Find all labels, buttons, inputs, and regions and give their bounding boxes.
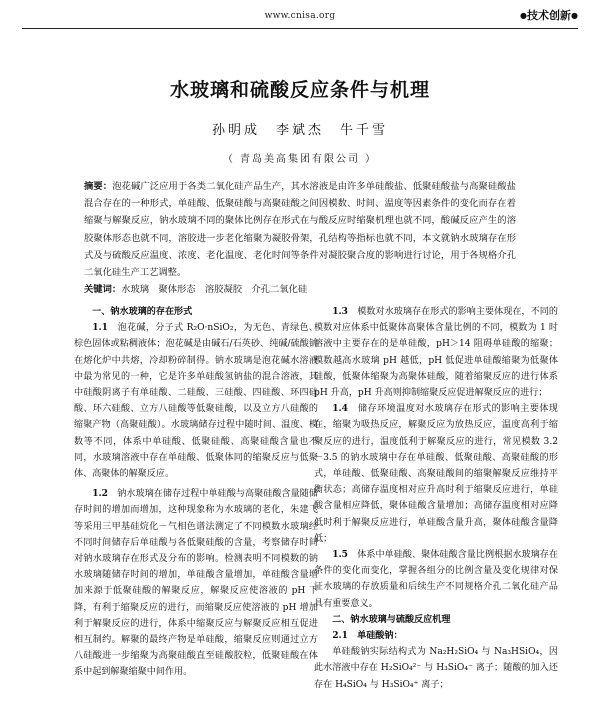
section-heading-1: 一、钠水玻璃的存在形式: [92, 307, 193, 317]
paragraph-1-3: [314, 304, 558, 401]
paragraph-text: 钠水玻璃在储存过程中单硅酸与高聚硅酸含量随储存时间的增加而增加，这种现象称为水玻璃的老化，朱建飞等采用三甲基硅烷化－气相色谱法测定了不同模数水玻璃经不同时间储存后单硅酸与各低聚硅酸的含量，考察储存时间对钠水玻璃存在形式及分布的影响。检测表明不同模数的钠水玻璃随储存时间的增加，单硅酸含量增加，单硅酸含量增加来源于低聚硅酸的解聚反应，解聚反应使溶液的 pH 下降，有利于缩聚反应的进行，而缩聚反应使溶液的 pH 增加利于解聚反应的进行，体系中缩聚反应与解聚反应相互促进相互制约。解聚的最终产物是单硅酸，缩聚反应则通过立方八硅酸进一步缩聚为高聚硅酸直至硅酸胶粒，低聚硅酸在体系中起到解聚缩聚中间作用。: [74, 489, 318, 678]
paragraph-1-4: [314, 401, 558, 547]
keywords: [84, 282, 516, 298]
keywords-label: 关键词：: [84, 284, 122, 295]
subsection-title: 单硅酸钠：: [357, 630, 403, 642]
affiliation: （ 青岛美高集团有限公司 ）: [222, 154, 378, 165]
section-heading-2: 二、钠水玻璃与硫酸反应机理: [332, 614, 451, 625]
para-number: 1.5: [332, 549, 358, 561]
abstract-text: 泡花碱广泛应用于各类二氧化硅产品生产，其水溶液是由许多单硅酸盐、低聚硅酸盐与高聚硅酸盐混合存在的一种形式，单硅酸、低聚硅酸与高聚硅酸之间因模数、时间、温度等因素条件的变化而存在着缩聚与解聚反应，钠水玻璃不同的聚体比例存在形式在与酸反应时缩聚机理也就不同，酸碱反应产生的溶胶聚体形态也就不同，溶胶进一步老化缩聚为凝胶骨架，孔结构等指标也就不同，本文就钠水玻璃存在形式及与硫酸反应温度、浓度、老化温度、老化时间等条件对凝胶聚合度的影响进行讨论，用于各规格介孔二氧化硅生产工艺调整。: [84, 181, 516, 279]
paragraph-2-1: 单硅酸钠实际结构式为 Na₂H₂SiO₄ 与 Na₃HSiO₄，因此水溶液中存在 H₂SiO₄²⁻ 与 H₃SiO₄⁻ 离子；随酸的加入还存在 H₄SiO₄ 与 H₃SiO₄⁺ 离子；: [314, 647, 558, 690]
right-column: [314, 304, 558, 693]
para-number: 1.2: [92, 488, 118, 500]
paragraph-1-5: [314, 547, 558, 612]
bullet-icon: ●: [520, 11, 528, 20]
abstract-label: 摘要：: [84, 181, 113, 192]
paper-title: 水玻璃和硫酸反应条件与机理: [169, 79, 430, 101]
para-number: 2.1: [332, 630, 358, 642]
paragraph-text: 储存环境温度对水玻璃存在形式的影响主要体现在，缩聚为吸热反应，解聚反应为放热反应，温度高利于缩聚反应的进行，温度低利于解聚反应的进行，常见模数 3.2－3.5 的钠水玻璃中存在单硅酸、低聚硅酸、高聚硅酸的形式，单硅酸、低聚硅酸、高聚硅酸间的缩聚解聚反应维持平衡状态；高储存温度相对应升高时利于缩聚反应进行，单硅酸含量相应降低，聚体硅酸含量增加；高储存温度相对应降低时利于解聚反应进行，单硅酸含量升高，聚体硅酸含量降低；: [314, 404, 558, 544]
para-number: 1.1: [92, 322, 118, 334]
para-number: 1.3: [332, 306, 358, 317]
paragraph-1-2: [74, 486, 318, 680]
paragraph-2-1-heading: [314, 628, 558, 644]
paragraph-text: 泡花碱，分子式 R₂O·nSiO₂，为无色、青绿色、棕色固体或粘稠液体；泡花碱是由碱石/石英砂、纯碱/硫酸钠在熔化炉中共熔，冷却粉碎制得。钠水玻璃是泡花碱水溶液中最为常见的一种，它是许多单硅酸氢钠盐的混合溶液，其中硅酸阴离子有单硅酸、二硅酸、三硅酸、四硅酸、环四硅酸、环六硅酸、立方八硅酸等低聚硅酸，以及立方八硅酸的缩聚产物（高聚硅酸）。水玻璃储存过程中随时间、温度、模数等不同，体系中单硅酸、低聚硅酸、高聚硅酸含量也不同，水玻璃溶液中存在单硅酸、低聚体同的缩聚反应与低聚体、高聚体的解聚反应。: [74, 323, 319, 480]
keywords-text: 水玻璃 聚体形态 溶胶凝胶 介孔二氧化硅: [121, 284, 308, 295]
section-tag: [520, 7, 578, 23]
para-number: 1.4: [332, 403, 359, 415]
section-label: 技术创新: [527, 9, 572, 22]
left-column: [74, 304, 318, 681]
journal-website: www.cnisa.org: [264, 11, 336, 21]
paragraph-1-1: [74, 320, 318, 482]
author-list: 孙明成 李斌杰 牛千雪: [211, 123, 388, 138]
abstract: [84, 178, 516, 281]
header-rule: [22, 28, 578, 29]
paragraph-text: 模数对水玻璃存在形式的影响主要体现在，不同的模数对应体系中低聚体高聚体含量比例的不同，模数为 1 时溶液中主要存在的是单硅酸，pH＞14 阻碍单硅酸的缩聚；模数越高水玻璃 pH 越低，pH 低促进单硅酸缩聚为低聚体硅酸，低聚体缩聚为高聚体硅酸，随着缩聚反应的进行体系 pH 升高，pH 升高则抑制缩聚反应促进解聚反应的进行；: [314, 307, 558, 399]
paragraph-text: 体系中单硅酸、聚体硅酸含量比例根据水玻璃存在条件的变化而变化，掌握各组分的比例含量及变化规律对保证水玻璃的存放质量和后续生产不同规格介孔二氧化硅产品具有重要意义。: [314, 550, 558, 609]
bullet-icon: ●: [571, 11, 578, 20]
